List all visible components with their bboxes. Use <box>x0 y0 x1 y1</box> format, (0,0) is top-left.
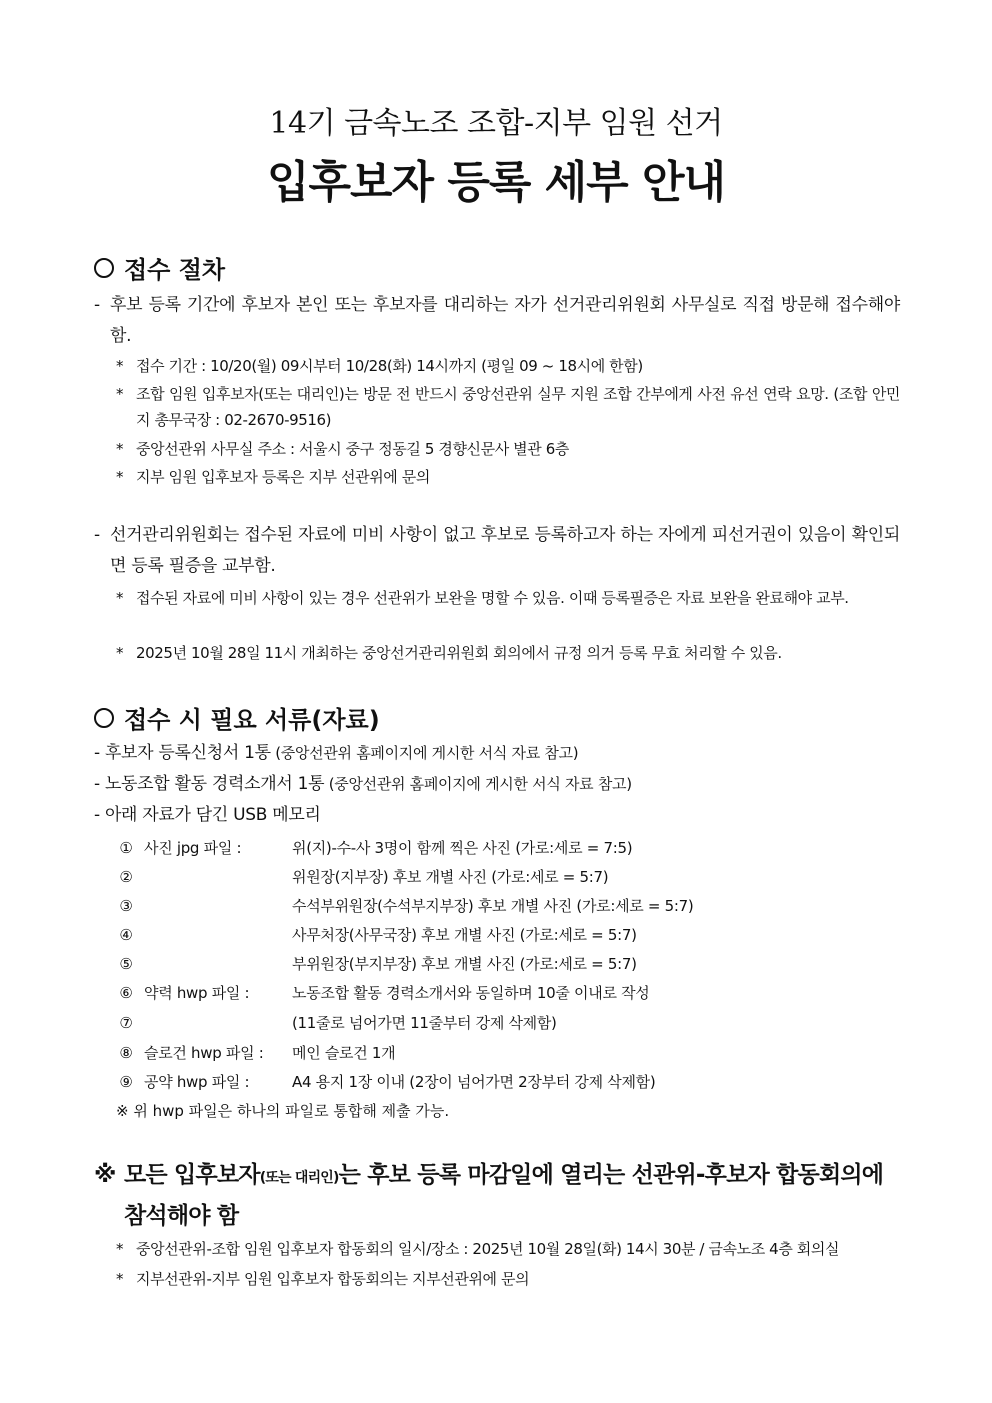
hwp-footnote: ※ 위 hwp 파일은 하나의 파일로 통합해 제출 가능. <box>116 1102 450 1120</box>
row-description: A4 용지 1장 이내 (2장이 넘어가면 2장부터 강제 삭제함) <box>292 1073 656 1091</box>
row-number: ⑥ <box>119 984 133 1002</box>
document-name: - 노동조합 활동 경력소개서 1통 <box>94 774 325 794</box>
row-number: ⑦ <box>119 1014 133 1032</box>
circle-bullet-icon <box>94 708 114 728</box>
dash-marker: - <box>94 295 100 315</box>
section-heading-procedure <box>94 250 225 285</box>
required-document-item <box>94 740 578 766</box>
section-heading-text: 접수 절차 <box>124 256 226 284</box>
asterisk-marker: * <box>116 1240 124 1258</box>
row-description: (11줄로 넘어가면 11줄부터 강제 삭제함) <box>292 1014 557 1032</box>
row-number: ⑧ <box>119 1044 133 1062</box>
section-heading-text: 접수 시 필요 서류(자료) <box>124 706 380 734</box>
row-number: ④ <box>119 926 133 944</box>
section-heading-documents <box>94 700 380 735</box>
procedure-note <box>116 353 900 379</box>
row-label: 약력 hwp 파일 : <box>144 984 250 1002</box>
row-label: 슬로건 hwp 파일 : <box>144 1044 264 1062</box>
asterisk-marker: * <box>116 468 124 486</box>
asterisk-marker: * <box>116 589 124 607</box>
notice-text-end: 는 후보 등록 마감일에 열리는 선관위-후보자 합동회의에 참석해야 함 <box>124 1162 884 1229</box>
procedure-item-text: 후보 등록 기간에 후보자 본인 또는 후보자를 대리하는 자가 선거관리위원회 사무실로 직접 방문해 접수해야 함. <box>110 295 900 346</box>
row-label: 공약 hwp 파일 : <box>144 1073 250 1091</box>
meeting-note <box>116 1236 900 1262</box>
row-number: ⑤ <box>119 955 133 973</box>
procedure-note <box>116 585 900 611</box>
procedure-item-1 <box>94 290 900 352</box>
circle-bullet-icon <box>94 258 114 278</box>
procedure-note-text: 2025년 10월 28일 11시 개최하는 중앙선거관리위원회 회의에서 규정 의거 등록 무효 처리할 수 있음. <box>136 644 782 662</box>
procedure-note <box>116 464 900 490</box>
procedure-note-text: 접수 기간 : 10/20(월) 09시부터 10/28(화) 14시까지 (평일 09 ~ 18시에 한함) <box>136 357 643 375</box>
procedure-note <box>116 640 900 666</box>
document-reference: (중앙선관위 홈페이지에 게시한 서식 자료 참고) <box>270 744 579 762</box>
required-document-item <box>94 771 632 797</box>
meeting-note-text: 지부선관위-지부 임원 입후보자 합동회의는 지부선관위에 문의 <box>136 1270 530 1288</box>
document-name: - 후보자 등록신청서 1통 <box>94 743 271 763</box>
row-number: ⑨ <box>119 1073 133 1091</box>
asterisk-marker: * <box>116 644 124 662</box>
procedure-note-text: 지부 임원 입후보자 등록은 지부 선관위에 문의 <box>136 468 430 486</box>
row-number: ③ <box>119 897 133 915</box>
asterisk-marker: * <box>116 1270 124 1288</box>
row-description: 부위원장(부지부장) 후보 개별 사진 (가로:세로 = 5:7) <box>292 955 637 973</box>
row-description: 수석부위원장(수석부지부장) 후보 개별 사진 (가로:세로 = 5:7) <box>292 897 694 915</box>
procedure-item-2 <box>94 520 900 582</box>
required-document-item <box>94 802 321 828</box>
procedure-note <box>116 436 900 462</box>
meeting-note-text: 중앙선관위-조합 임원 입후보자 합동회의 일시/장소 : 2025년 10월 28일(화) 14시 30분 / 금속노조 4층 회의실 <box>136 1240 840 1258</box>
document-subtitle: 14기 금속노조 조합-지부 임원 선거 <box>269 106 723 141</box>
row-number: ② <box>119 868 133 886</box>
row-description: 노동조합 활동 경력소개서와 동일하며 10줄 이내로 작성 <box>292 984 650 1002</box>
joint-meeting-notice <box>94 1156 900 1235</box>
asterisk-marker: * <box>116 385 124 403</box>
dash-marker: - <box>94 525 100 545</box>
notice-text-start: 모든 입후보자 <box>124 1162 260 1188</box>
procedure-note <box>116 381 900 433</box>
row-number: ① <box>119 839 133 857</box>
row-description: 위원장(지부장) 후보 개별 사진 (가로:세로 = 5:7) <box>292 868 609 886</box>
document-name: - 아래 자료가 담긴 USB 메모리 <box>94 805 321 825</box>
procedure-item-text: 선거관리위원회는 접수된 자료에 미비 사항이 없고 후보로 등록하고자 하는 자에게 피선거권이 있음이 확인되면 등록 필증을 교부함. <box>110 525 900 576</box>
asterisk-marker: * <box>116 440 124 458</box>
meeting-note <box>116 1266 900 1292</box>
notice-text-small: (또는 대리인) <box>259 1170 339 1186</box>
document-reference: (중앙선관위 홈페이지에 게시한 서식 자료 참고) <box>324 775 632 793</box>
asterisk-marker: * <box>116 357 124 375</box>
row-label: 사진 jpg 파일 : <box>144 839 242 857</box>
row-description: 위(지)-수-사 3명이 함께 찍은 사진 (가로:세로 = 7:5) <box>292 839 633 857</box>
document-title: 입후보자 등록 세부 안내 <box>267 157 725 208</box>
row-description: 메인 슬로건 1개 <box>292 1044 396 1062</box>
procedure-note-text: 접수된 자료에 미비 사항이 있는 경우 선관위가 보완을 명할 수 있음. 이때 등록필증은 자료 보완을 완료해야 교부. <box>136 589 849 607</box>
procedure-note-text: 중앙선관위 사무실 주소 : 서울시 중구 정동길 5 경향신문사 별관 6층 <box>136 440 569 458</box>
procedure-note-text: 조합 임원 입후보자(또는 대리인)는 방문 전 반드시 중앙선관위 실무 지원 조합 간부에게 사전 유선 연락 요망. (조합 안민지 총무국장 : 02-2670-9516) <box>136 385 900 429</box>
reference-mark: ※ <box>94 1162 116 1188</box>
row-description: 사무처장(사무국장) 후보 개별 사진 (가로:세로 = 5:7) <box>292 926 637 944</box>
